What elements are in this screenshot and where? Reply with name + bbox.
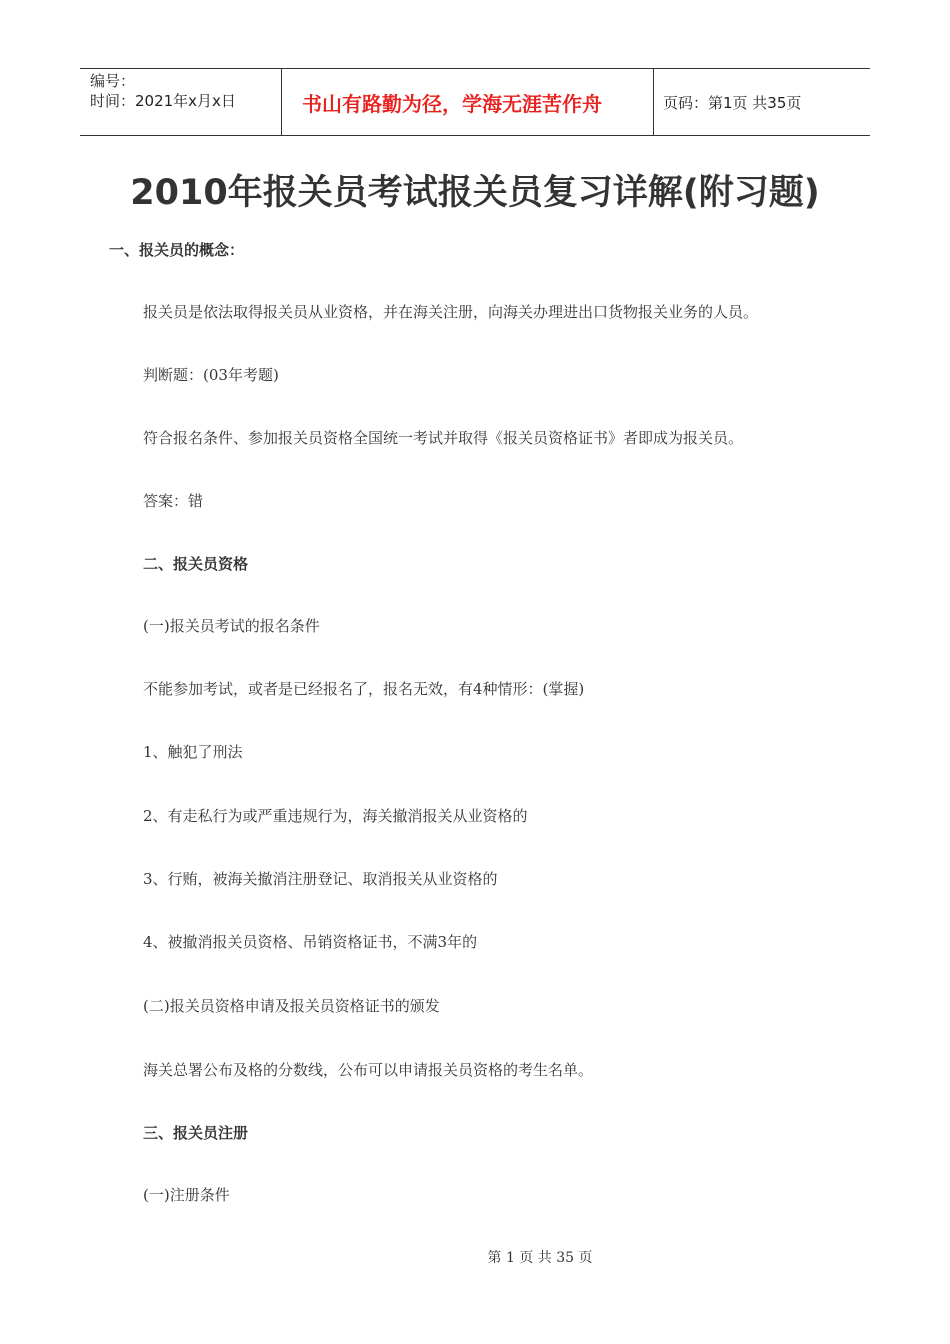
paragraph: (一)注册条件 bbox=[143, 1186, 230, 1204]
paragraph: (一)报关员考试的报名条件 bbox=[143, 617, 320, 635]
list-item: 3、行贿，被海关撤消注册登记、取消报关从业资格的 bbox=[143, 870, 498, 888]
header-motto: 书山有路勤为径，学海无涯苦作舟 bbox=[281, 69, 654, 135]
paragraph: 报关员是依法取得报关员从业资格，并在海关注册，向海关办理进出口货物报关业务的人员。 bbox=[143, 303, 759, 321]
header-page-info: 页码：第1页 共35页 bbox=[663, 93, 802, 112]
paragraph: 答案：错 bbox=[143, 492, 204, 510]
list-item: 1、触犯了刑法 bbox=[143, 743, 243, 761]
list-item: 2、有走私行为或严重违规行为，海关撤消报关从业资格的 bbox=[143, 807, 528, 825]
list-item: 4、被撤消报关员资格、吊销资格证书，不满3年的 bbox=[143, 933, 478, 951]
paragraph: 判断题：(03年考题) bbox=[143, 366, 279, 384]
paragraph: 符合报名条件、参加报关员资格全国统一考试并取得《报关员资格证书》者即成为报关员。 bbox=[143, 429, 744, 447]
section-heading: 一、报关员的概念： bbox=[109, 241, 245, 259]
time-label: 时间：2021年x月x日 bbox=[90, 92, 236, 110]
section-heading: 三、报关员注册 bbox=[143, 1124, 249, 1142]
section-heading: 二、报关员资格 bbox=[143, 555, 249, 573]
number-label: 编号： bbox=[90, 72, 136, 90]
page-header bbox=[80, 68, 870, 136]
paragraph: (二)报关员资格申请及报关员资格证书的颁发 bbox=[143, 997, 440, 1015]
document-title: 2010年报关员考试报关员复习详解(附习题) bbox=[130, 173, 820, 213]
page-footer: 第 1 页 共 35 页 bbox=[487, 1250, 593, 1266]
paragraph: 不能参加考试，或者是已经报名了，报名无效，有4种情形：(掌握) bbox=[143, 680, 585, 698]
paragraph: 海关总署公布及格的分数线，公布可以申请报关员资格的考生名单。 bbox=[143, 1061, 594, 1079]
header-meta bbox=[80, 69, 281, 135]
